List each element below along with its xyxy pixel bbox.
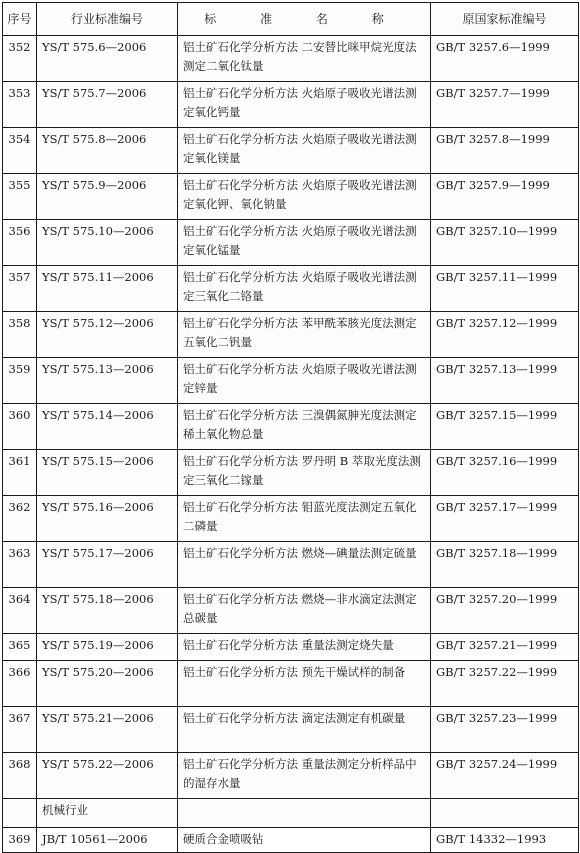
table-row xyxy=(3,753,579,799)
original-national-standard-code-cell: GB/T 3257.13—1999 xyxy=(431,358,579,404)
table-header-row xyxy=(3,3,579,36)
industry-standard-code-cell: YS/T 575.15—2006 xyxy=(37,450,178,496)
original-national-standard-code-cell: GB/T 3257.20—1999 xyxy=(431,588,579,634)
original-national-standard-code-cell: GB/T 3257.17—1999 xyxy=(431,496,579,542)
table-row xyxy=(3,496,579,542)
table-row xyxy=(3,174,579,220)
industry-standard-code-cell: JB/T 10561—2006 xyxy=(37,828,178,853)
standard-name-cell: 铝土矿石化学分析方法 燃烧—碘量法测定硫量 xyxy=(178,542,431,588)
table-row xyxy=(3,128,579,174)
original-national-standard-code-cell: GB/T 3257.23—1999 xyxy=(431,707,579,753)
serial-number-cell: 357 xyxy=(3,266,37,312)
industry-standard-code-cell: YS/T 575.18—2006 xyxy=(37,588,178,634)
header-serial-number: 序号 xyxy=(3,3,37,36)
standard-name-cell: 铝土矿石化学分析方法 预先干燥试样的制备 xyxy=(178,661,431,707)
standard-name-cell: 铝土矿石化学分析方法 火焰原子吸收光谱法测定锌量 xyxy=(178,358,431,404)
industry-standard-code-cell: YS/T 575.7—2006 xyxy=(37,82,178,128)
serial-number-cell: 361 xyxy=(3,450,37,496)
table-row xyxy=(3,36,579,82)
original-national-standard-code-cell: GB/T 3257.11—1999 xyxy=(431,266,579,312)
header-original-national-standard-code: 原国家标准编号 xyxy=(431,3,579,36)
standard-name-cell: 铝土矿石化学分析方法 滴定法测定有机碳量 xyxy=(178,707,431,753)
table-row xyxy=(3,828,579,853)
standard-name-cell: 铝土矿石化学分析方法 苯甲酰苯胲光度法测定五氧化二钒量 xyxy=(178,312,431,358)
serial-number-cell: 364 xyxy=(3,588,37,634)
standard-name-cell: 铝土矿石化学分析方法 重量法测定烧失量 xyxy=(178,634,431,661)
header-standard-name: 标 准 名 称 xyxy=(178,3,431,36)
original-national-standard-code-cell: GB/T 3257.9—1999 xyxy=(431,174,579,220)
original-national-standard-code-cell: GB/T 3257.16—1999 xyxy=(431,450,579,496)
table-row xyxy=(3,542,579,588)
category-label: 机械行业 xyxy=(37,799,178,828)
industry-standard-code-cell: YS/T 575.16—2006 xyxy=(37,496,178,542)
standard-name-cell: 铝土矿石化学分析方法 火焰原子吸收光谱法测定氧化锰量 xyxy=(178,220,431,266)
standard-name-cell: 铝土矿石化学分析方法 二安替比咪甲烷光度法测定二氧化钛量 xyxy=(178,36,431,82)
industry-standard-code-cell: YS/T 575.22—2006 xyxy=(37,753,178,799)
table-row xyxy=(3,450,579,496)
standard-name-cell: 铝土矿石化学分析方法 火焰原子吸收光谱法测定三氧化二铬量 xyxy=(178,266,431,312)
original-national-standard-code-cell: GB/T 3257.7—1999 xyxy=(431,82,579,128)
original-national-standard-code-cell: GB/T 3257.24—1999 xyxy=(431,753,579,799)
category-empty-cell xyxy=(431,799,579,828)
standard-name-cell: 铝土矿石化学分析方法 重量法测定分析样品中的湿存水量 xyxy=(178,753,431,799)
serial-number-cell: 363 xyxy=(3,542,37,588)
table-row xyxy=(3,358,579,404)
table-row xyxy=(3,312,579,358)
serial-number-cell: 355 xyxy=(3,174,37,220)
original-national-standard-code-cell: GB/T 3257.6—1999 xyxy=(431,36,579,82)
standard-name-cell: 铝土矿石化学分析方法 火焰原子吸收光谱法测定氧化钙量 xyxy=(178,82,431,128)
standard-name-cell: 铝土矿石化学分析方法 火焰原子吸收光谱法测定氧化钾、氧化钠量 xyxy=(178,174,431,220)
serial-number-cell: 353 xyxy=(3,82,37,128)
standard-name-cell: 铝土矿石化学分析方法 钼蓝光度法测定五氧化二磷量 xyxy=(178,496,431,542)
table-row xyxy=(3,266,579,312)
category-row xyxy=(3,799,579,828)
standard-name-cell: 铝土矿石化学分析方法 罗丹明 B 萃取光度法测定三氧化二镓量 xyxy=(178,450,431,496)
industry-standard-code-cell: YS/T 575.10—2006 xyxy=(37,220,178,266)
table-row xyxy=(3,707,579,753)
table-row xyxy=(3,588,579,634)
table-row xyxy=(3,634,579,661)
category-empty-cell xyxy=(3,799,37,828)
serial-number-cell: 354 xyxy=(3,128,37,174)
original-national-standard-code-cell: GB/T 3257.15—1999 xyxy=(431,404,579,450)
original-national-standard-code-cell: GB/T 3257.22—1999 xyxy=(431,661,579,707)
standard-name-cell: 硬质合金喷吸钻 xyxy=(178,828,431,853)
industry-standard-code-cell: YS/T 575.19—2006 xyxy=(37,634,178,661)
table-row xyxy=(3,82,579,128)
serial-number-cell: 359 xyxy=(3,358,37,404)
standards-table xyxy=(2,2,579,853)
table-row xyxy=(3,220,579,266)
serial-number-cell: 358 xyxy=(3,312,37,358)
table-row xyxy=(3,661,579,707)
original-national-standard-code-cell: GB/T 14332—1993 xyxy=(431,828,579,853)
industry-standard-code-cell: YS/T 575.11—2006 xyxy=(37,266,178,312)
table-body xyxy=(3,36,579,853)
serial-number-cell: 360 xyxy=(3,404,37,450)
standard-name-cell: 铝土矿石化学分析方法 燃烧—非水滴定法测定总碳量 xyxy=(178,588,431,634)
industry-standard-code-cell: YS/T 575.12—2006 xyxy=(37,312,178,358)
original-national-standard-code-cell: GB/T 3257.8—1999 xyxy=(431,128,579,174)
serial-number-cell: 356 xyxy=(3,220,37,266)
industry-standard-code-cell: YS/T 575.6—2006 xyxy=(37,36,178,82)
standard-name-cell: 铝土矿石化学分析方法 三溴偶氮胂光度法测定稀土氧化物总量 xyxy=(178,404,431,450)
industry-standard-code-cell: YS/T 575.14—2006 xyxy=(37,404,178,450)
serial-number-cell: 366 xyxy=(3,661,37,707)
industry-standard-code-cell: YS/T 575.17—2006 xyxy=(37,542,178,588)
industry-standard-code-cell: YS/T 575.21—2006 xyxy=(37,707,178,753)
serial-number-cell: 352 xyxy=(3,36,37,82)
industry-standard-code-cell: YS/T 575.20—2006 xyxy=(37,661,178,707)
original-national-standard-code-cell: GB/T 3257.21—1999 xyxy=(431,634,579,661)
serial-number-cell: 367 xyxy=(3,707,37,753)
standard-name-cell: 铝土矿石化学分析方法 火焰原子吸收光谱法测定氧化镁量 xyxy=(178,128,431,174)
serial-number-cell: 368 xyxy=(3,753,37,799)
industry-standard-code-cell: YS/T 575.13—2006 xyxy=(37,358,178,404)
original-national-standard-code-cell: GB/T 3257.12—1999 xyxy=(431,312,579,358)
serial-number-cell: 362 xyxy=(3,496,37,542)
serial-number-cell: 365 xyxy=(3,634,37,661)
header-industry-standard-code: 行业标准编号 xyxy=(37,3,178,36)
category-empty-cell xyxy=(178,799,431,828)
serial-number-cell: 369 xyxy=(3,828,37,853)
original-national-standard-code-cell: GB/T 3257.18—1999 xyxy=(431,542,579,588)
table-row xyxy=(3,404,579,450)
industry-standard-code-cell: YS/T 575.8—2006 xyxy=(37,128,178,174)
original-national-standard-code-cell: GB/T 3257.10—1999 xyxy=(431,220,579,266)
industry-standard-code-cell: YS/T 575.9—2006 xyxy=(37,174,178,220)
